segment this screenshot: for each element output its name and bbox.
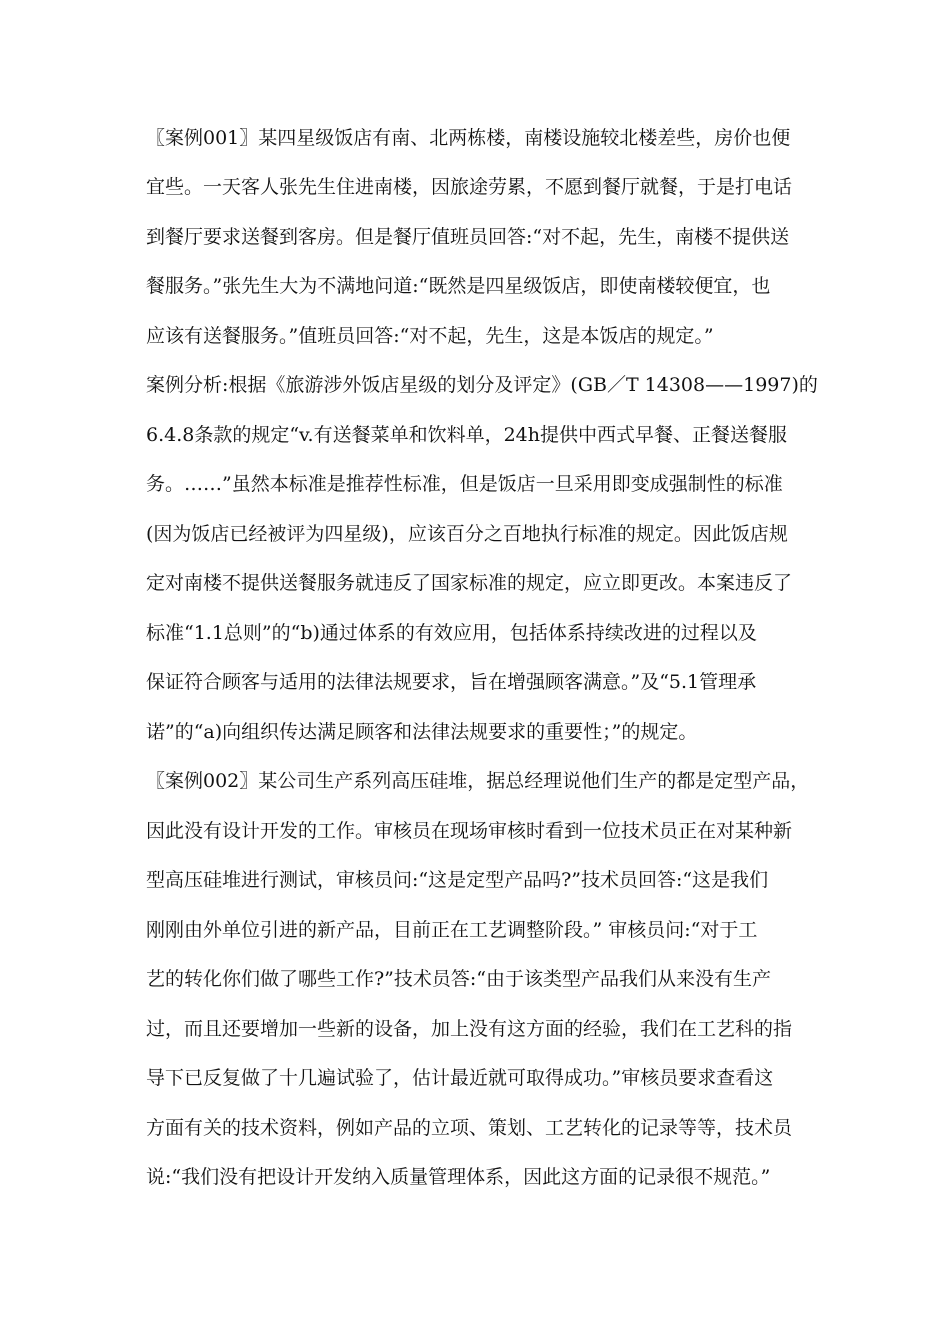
text-line: 艺的转化你们做了哪些工作?”技术员答:“由于该类型产品我们从来没有生产	[146, 968, 772, 990]
text-line: 过，而且还要增加一些新的设备，加上没有这方面的经验，我们在工艺科的指	[146, 1018, 793, 1040]
text-line: 保证符合顾客与适用的法律法规要求，旨在增强顾客满意。”及“5.1管理承	[146, 671, 757, 693]
text-line: 应该有送餐服务。”值班员回答:“对不起，先生，这是本饭店的规定。”	[146, 325, 714, 347]
text-line: 定对南楼不提供送餐服务就违反了国家标准的规定，应立即更改。本案违反了	[146, 572, 793, 594]
text-line: 刚刚由外单位引进的新产品，目前正在工艺调整阶段。” 审核员问:“对于工	[146, 919, 758, 941]
text-line: (因为饭店已经被评为四星级)，应该百分之百地执行标准的规定。因此饭店规	[146, 523, 788, 545]
text-line: 标准“1.1总则”的“b)通过体系的有效应用，包括体系持续改进的过程以及	[146, 622, 757, 644]
text-line: 案例分析:根据《旅游涉外饭店星级的划分及评定》(GB／T 14308——1997)的	[146, 374, 818, 396]
text-line: 型高压硅堆进行测试，审核员问:“这是定型产品吗?”技术员回答:“这是我们	[146, 869, 769, 891]
text-line: 〖案例002〗某公司生产系列高压硅堆，据总经理说他们生产的都是定型产品，	[146, 770, 810, 792]
text-line: 到餐厅要求送餐到客房。但是餐厅值班员回答:“对不起，先生，南楼不提供送	[146, 226, 790, 248]
text-line: 导下已反复做了十几遍试验了，估计最近就可取得成功。”审核员要求查看这	[146, 1067, 774, 1089]
text-line: 餐服务。”张先生大为不满地问道:“既然是四星级饭店，即使南楼较便宜，也	[146, 275, 771, 297]
text-line: 务。……”虽然本标准是推荐性标准，但是饭店一旦采用即变成强制性的标准	[146, 473, 783, 495]
text-line: 说:“我们没有把设计开发纳入质量管理体系，因此这方面的记录很不规范。”	[146, 1166, 771, 1188]
text-line: 因此没有设计开发的工作。审核员在现场审核时看到一位技术员正在对某种新	[146, 820, 793, 842]
text-line: 宜些。一天客人张先生住进南楼，因旅途劳累，不愿到餐厅就餐，于是打电话	[146, 176, 793, 198]
text-line: 诺”的“a)向组织传达满足顾客和法律法规要求的重要性；”的规定。	[146, 721, 698, 743]
text-line: 6.4.8条款的规定“v.有送餐菜单和饮料单，24h提供中西式早餐、正餐送餐服	[146, 424, 787, 446]
text-line: 方面有关的技术资料，例如产品的立项、策划、工艺转化的记录等等，技术员	[146, 1117, 793, 1139]
text-line: 〖案例001〗某四星级饭店有南、北两栋楼，南楼设施较北楼差些，房价也便	[146, 127, 791, 149]
